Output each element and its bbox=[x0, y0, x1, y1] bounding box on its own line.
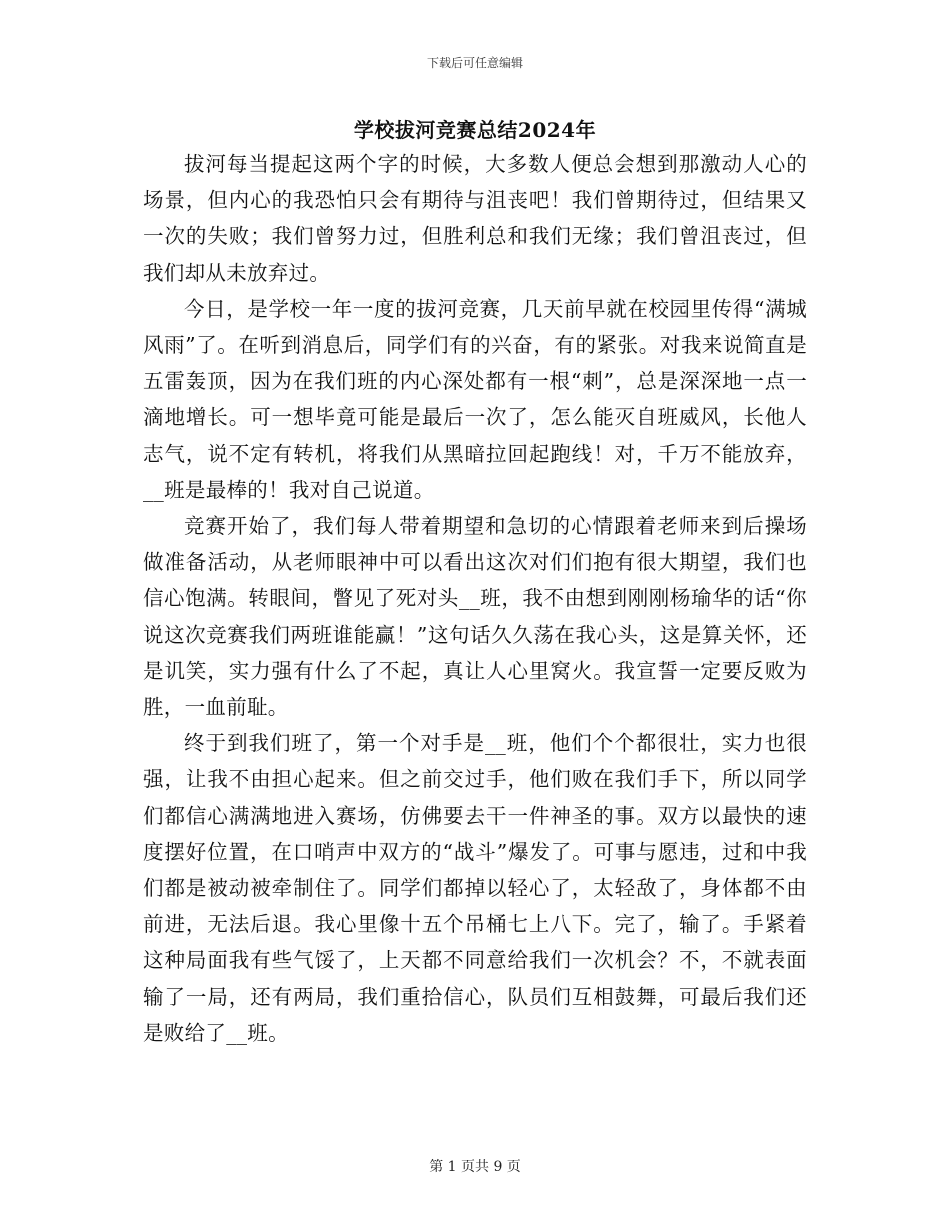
document-body bbox=[143, 146, 807, 1051]
page-footer: 第 1 页共 9 页 bbox=[429, 1159, 521, 1175]
paragraph: 拔河每当提起这两个字的时候，大多数人便总会想到那激动人心的场景，但内心的我恐怕只会有期待与沮丧吧！我们曾期待过，但结果又一次的失败；我们曾努力过，但胜利总和我们无缘；我们曾沮丧过，但我们却从未放弃过。 bbox=[143, 152, 807, 285]
paragraph: 今日，是学校一年一度的拔河竞赛，几天前早就在校园里传得“满城风雨”了。在听到消息后，同学们有的兴奋，有的紧张。对我来说简直是五雷轰顶，因为在我们班的内心深处都有一根“刺”，总是深深地一点一滴地增长。可一想毕竟可能是最后一次了，怎么能灭自班威风，长他人志气，说不定有转机，将我们从黑暗拉回起跑线！对，千万不能放弃，__班是最棒的！我对自己说道。 bbox=[143, 296, 807, 502]
paragraph: 竞赛开始了，我们每人带着期望和急切的心情跟着老师来到后操场做准备活动，从老师眼神中可以看出这次对们们抱有很大期望，我们也信心饱满。转眼间，瞥见了死对头__班，我不由想到刚刚杨瑜华的话“你说这次竞赛我们两班谁能赢！”这句话久久荡在我心头，这是算关怀，还是讥笑，实力强有什么了不起，真让人心里窝火。我宣誓一定要反败为胜，一血前耻。 bbox=[143, 514, 807, 720]
header-note: 下载后可任意编辑 bbox=[426, 56, 523, 70]
paragraph: 终于到我们班了，第一个对手是__班，他们个个都很壮，实力也很强，让我不由担心起来。但之前交过手，他们败在我们手下，所以同学们都信心满满地进入赛场，仿佛要去干一件神圣的事。双方以最快的速度摆好位置，在口哨声中双方的“战斗”爆发了。可事与愿违，过和中我们都是被动被牵制住了。同学们都掉以轻心了，太轻敌了，身体都不由前进，无法后退。我心里像十五个吊桶七上八下。完了，输了。手紧着这种局面我有些气馁了，上天都不同意给我们一次机会？不，不就表面输了一局，还有两局，我们重拾信心，队员们互相鼓舞，可最后我们还是败给了__班。 bbox=[143, 731, 807, 1045]
document-title: 学校拔河竞赛总结2024年 bbox=[353, 118, 597, 142]
